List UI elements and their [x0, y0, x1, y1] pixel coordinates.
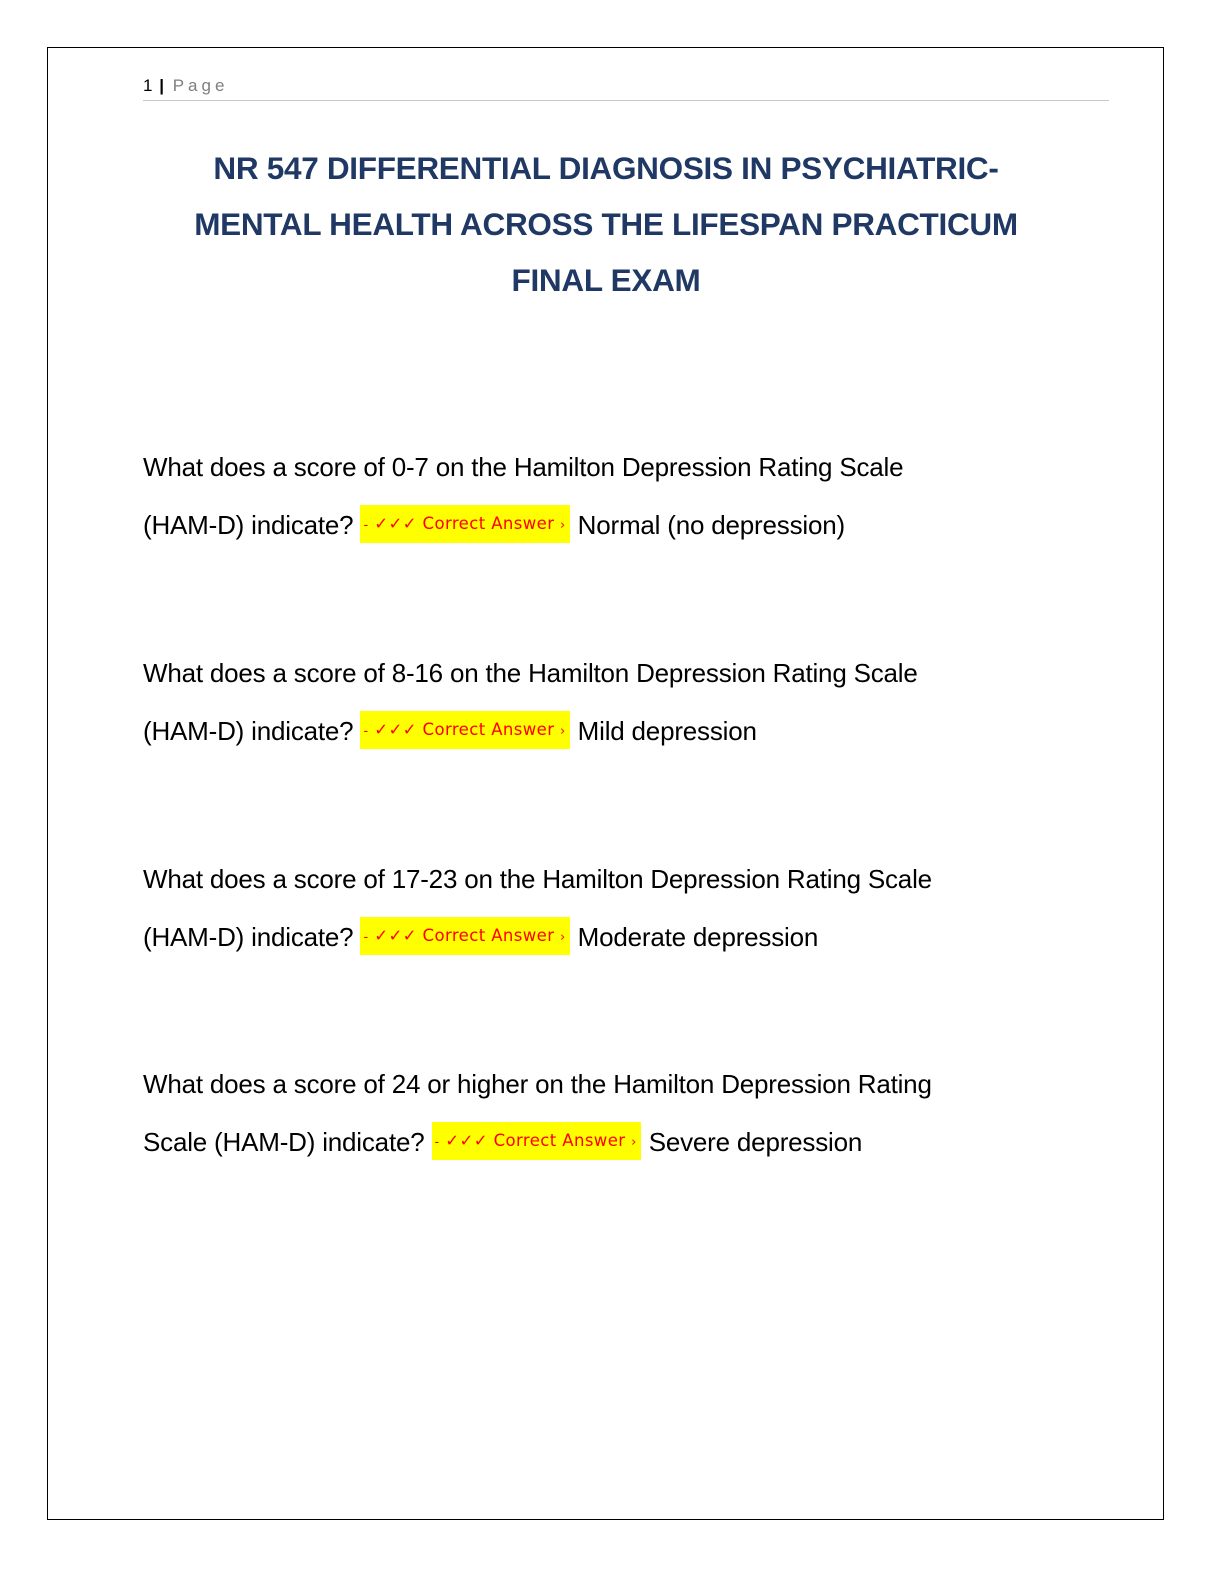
question-text-continued: Scale (HAM-D) indicate?	[143, 1127, 425, 1157]
title-line-1: NR 547 DIFFERENTIAL DIAGNOSIS IN PSYCHIATRIC-	[213, 150, 999, 186]
question-text: What does a score of 0-7 on the Hamilton Depression Rating Scale	[143, 452, 904, 482]
question-text-continued: (HAM-D) indicate?	[143, 510, 354, 540]
correct-answer-tag: - ✓✓✓ Correct Answer ›	[360, 505, 569, 543]
answer-text: Mild depression	[577, 716, 757, 746]
question-answer-line	[143, 496, 1073, 554]
title-line-2: MENTAL HEALTH ACROSS THE LIFESPAN PRACTICUM	[194, 206, 1018, 242]
title-line-3: FINAL EXAM	[511, 262, 701, 298]
question-block-2	[143, 644, 1073, 760]
document-title	[140, 140, 1072, 308]
question-text: What does a score of 24 or higher on the Hamilton Depression Rating	[143, 1069, 932, 1099]
question-block-4	[143, 1055, 1073, 1171]
page-word: Page	[172, 76, 229, 95]
correct-answer-tag: - ✓✓✓ Correct Answer ›	[432, 1122, 641, 1160]
page-number: 1	[143, 76, 153, 95]
question-text-continued: (HAM-D) indicate?	[143, 922, 354, 952]
correct-answer-tag: - ✓✓✓ Correct Answer ›	[360, 711, 569, 749]
question-block-3	[143, 850, 1073, 966]
question-answer-line	[143, 908, 1073, 966]
question-block-1	[143, 438, 1073, 554]
question-answer-line	[143, 702, 1073, 760]
page-header	[143, 74, 1109, 101]
question-text: What does a score of 8-16 on the Hamilton Depression Rating Scale	[143, 658, 918, 688]
answer-text: Severe depression	[648, 1127, 863, 1157]
question-answer-line	[143, 1113, 1073, 1171]
question-text-continued: (HAM-D) indicate?	[143, 716, 354, 746]
correct-answer-tag: - ✓✓✓ Correct Answer ›	[360, 917, 569, 955]
question-text: What does a score of 17-23 on the Hamilton Depression Rating Scale	[143, 864, 932, 894]
header-separator: |	[159, 76, 164, 95]
answer-text: Normal (no depression)	[577, 510, 845, 540]
answer-text: Moderate depression	[577, 922, 819, 952]
